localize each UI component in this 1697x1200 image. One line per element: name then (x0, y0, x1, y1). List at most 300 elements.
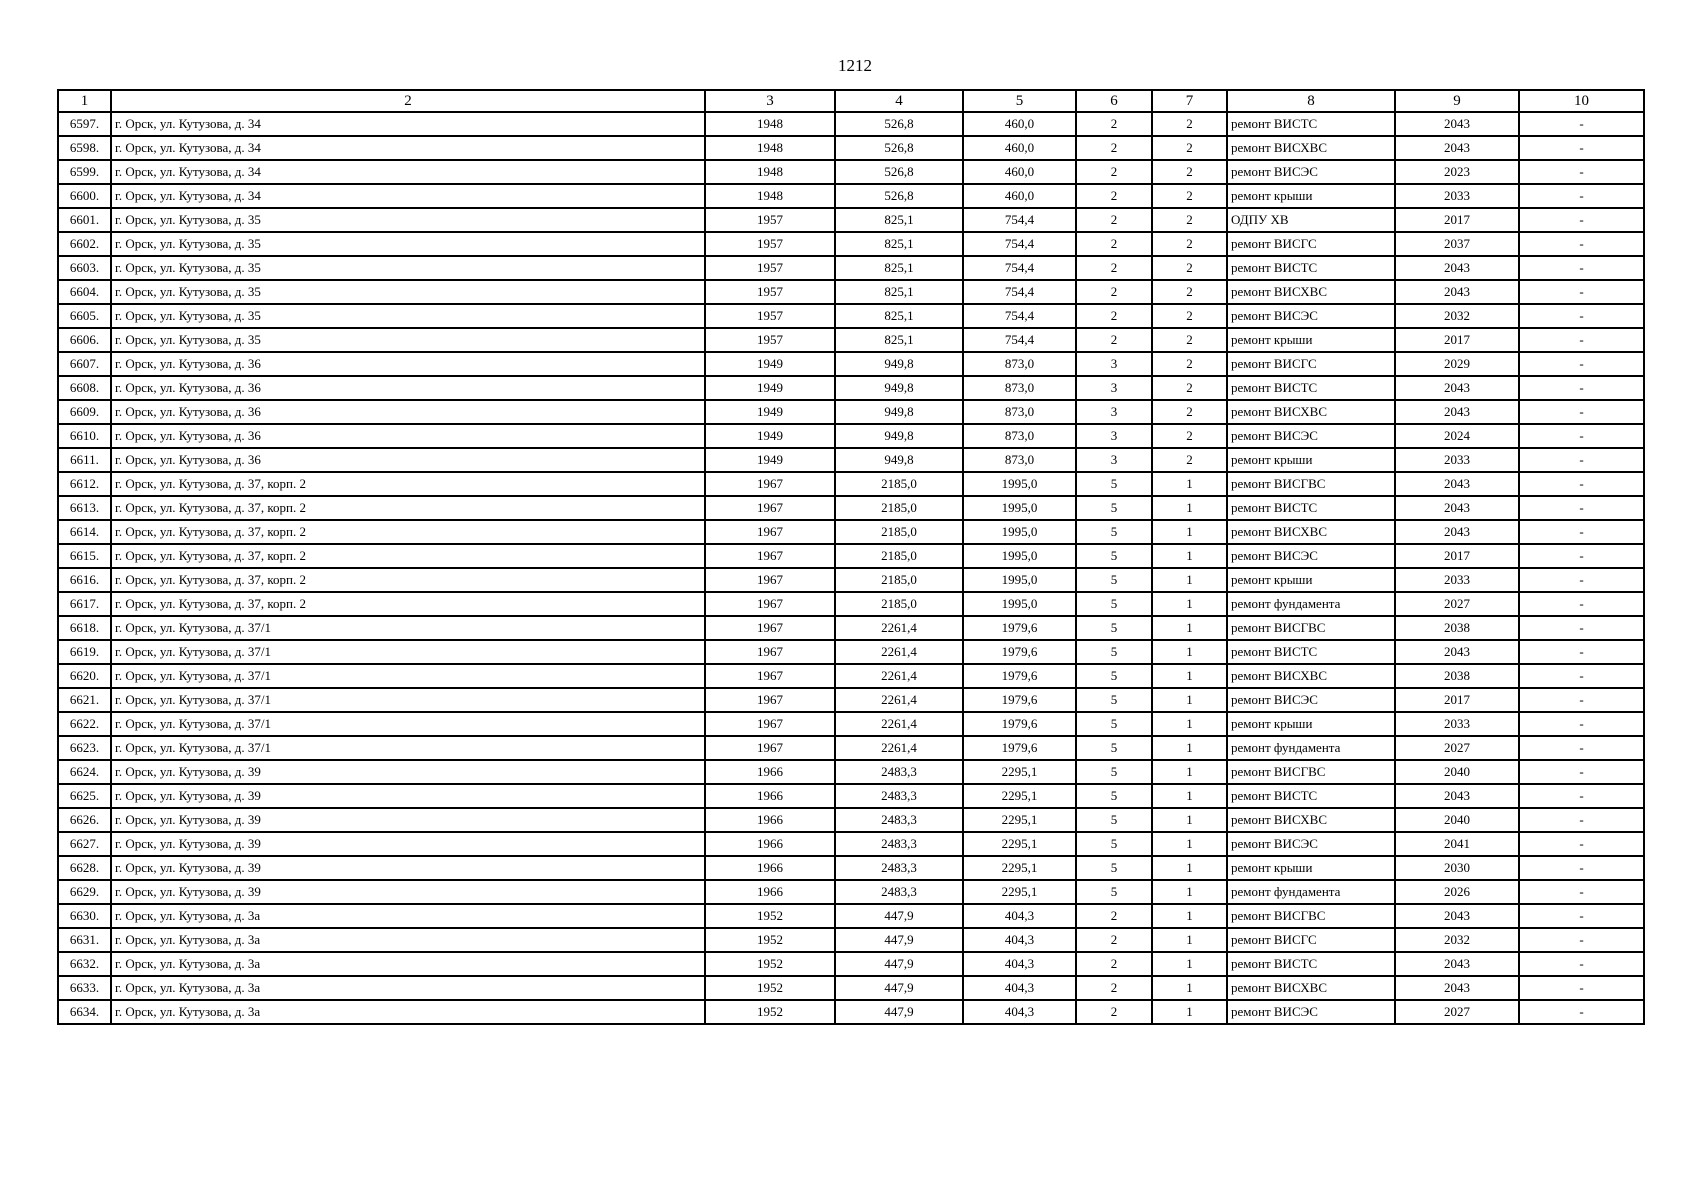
total-area-cell: 825,1 (835, 208, 963, 232)
living-area-cell: 460,0 (963, 160, 1076, 184)
floors-cell: 5 (1076, 544, 1152, 568)
year-built-cell: 1949 (705, 400, 835, 424)
table-row (58, 424, 1644, 448)
year-built-cell: 1967 (705, 688, 835, 712)
row-number-cell: 6597. (58, 112, 111, 136)
floors-cell: 2 (1076, 136, 1152, 160)
entrances-cell: 1 (1152, 976, 1227, 1000)
work-type-cell: ремонт ВИСТС (1227, 640, 1395, 664)
year-built-cell: 1967 (705, 496, 835, 520)
work-type-cell: ремонт ВИСХВС (1227, 136, 1395, 160)
column-header-8: 8 (1227, 90, 1395, 112)
work-type-cell: ремонт ВИСТС (1227, 952, 1395, 976)
planned-year-cell: 2024 (1395, 424, 1519, 448)
year-built-cell: 1949 (705, 448, 835, 472)
planned-year-cell: 2043 (1395, 256, 1519, 280)
row-number-cell: 6600. (58, 184, 111, 208)
table-row (58, 184, 1644, 208)
year-built-cell: 1967 (705, 472, 835, 496)
entrances-cell: 1 (1152, 472, 1227, 496)
floors-cell: 5 (1076, 784, 1152, 808)
note-cell: - (1519, 808, 1644, 832)
floors-cell: 2 (1076, 928, 1152, 952)
row-number-cell: 6599. (58, 160, 111, 184)
row-number-cell: 6621. (58, 688, 111, 712)
work-type-cell: ремонт ВИСХВС (1227, 808, 1395, 832)
table-row (58, 136, 1644, 160)
planned-year-cell: 2043 (1395, 472, 1519, 496)
work-type-cell: ремонт крыши (1227, 448, 1395, 472)
entrances-cell: 1 (1152, 664, 1227, 688)
total-area-cell: 2261,4 (835, 616, 963, 640)
floors-cell: 3 (1076, 424, 1152, 448)
entrances-cell: 1 (1152, 496, 1227, 520)
floors-cell: 5 (1076, 568, 1152, 592)
living-area-cell: 1995,0 (963, 544, 1076, 568)
floors-cell: 5 (1076, 760, 1152, 784)
total-area-cell: 2483,3 (835, 880, 963, 904)
living-area-cell: 873,0 (963, 352, 1076, 376)
row-number-cell: 6603. (58, 256, 111, 280)
column-header-7: 7 (1152, 90, 1227, 112)
page-number: 1212 (838, 56, 872, 75)
address-cell: г. Орск, ул. Кутузова, д. 3а (111, 952, 705, 976)
work-type-cell: ремонт ВИСГС (1227, 928, 1395, 952)
table-row (58, 232, 1644, 256)
total-area-cell: 949,8 (835, 424, 963, 448)
floors-cell: 2 (1076, 256, 1152, 280)
total-area-cell: 447,9 (835, 928, 963, 952)
row-number-cell: 6628. (58, 856, 111, 880)
address-cell: г. Орск, ул. Кутузова, д. 37/1 (111, 640, 705, 664)
total-area-cell: 2483,3 (835, 760, 963, 784)
planned-year-cell: 2041 (1395, 832, 1519, 856)
entrances-cell: 2 (1152, 160, 1227, 184)
entrances-cell: 1 (1152, 616, 1227, 640)
planned-year-cell: 2017 (1395, 688, 1519, 712)
row-number-cell: 6614. (58, 520, 111, 544)
address-cell: г. Орск, ул. Кутузова, д. 37/1 (111, 736, 705, 760)
living-area-cell: 873,0 (963, 448, 1076, 472)
floors-cell: 3 (1076, 352, 1152, 376)
entrances-cell: 2 (1152, 256, 1227, 280)
year-built-cell: 1957 (705, 232, 835, 256)
note-cell: - (1519, 112, 1644, 136)
living-area-cell: 1979,6 (963, 664, 1076, 688)
table-row (58, 280, 1644, 304)
entrances-cell: 1 (1152, 928, 1227, 952)
floors-cell: 5 (1076, 496, 1152, 520)
table-row (58, 808, 1644, 832)
note-cell: - (1519, 304, 1644, 328)
total-area-cell: 2261,4 (835, 736, 963, 760)
year-built-cell: 1957 (705, 256, 835, 280)
address-cell: г. Орск, ул. Кутузова, д. 3а (111, 928, 705, 952)
table-row (58, 688, 1644, 712)
floors-cell: 5 (1076, 808, 1152, 832)
work-type-cell: ремонт крыши (1227, 856, 1395, 880)
entrances-cell: 2 (1152, 136, 1227, 160)
row-number-cell: 6627. (58, 832, 111, 856)
entrances-cell: 2 (1152, 280, 1227, 304)
note-cell: - (1519, 736, 1644, 760)
living-area-cell: 2295,1 (963, 808, 1076, 832)
row-number-cell: 6630. (58, 904, 111, 928)
repair-schedule-table (57, 89, 1645, 1025)
note-cell: - (1519, 160, 1644, 184)
work-type-cell: ремонт фундамента (1227, 592, 1395, 616)
note-cell: - (1519, 328, 1644, 352)
address-cell: г. Орск, ул. Кутузова, д. 39 (111, 832, 705, 856)
note-cell: - (1519, 280, 1644, 304)
work-type-cell: ремонт ВИСЭС (1227, 1000, 1395, 1024)
table-row (58, 952, 1644, 976)
work-type-cell: ремонт ВИСТС (1227, 376, 1395, 400)
planned-year-cell: 2033 (1395, 568, 1519, 592)
year-built-cell: 1967 (705, 592, 835, 616)
table-row (58, 664, 1644, 688)
year-built-cell: 1966 (705, 856, 835, 880)
floors-cell: 3 (1076, 376, 1152, 400)
header-row (58, 90, 1644, 112)
address-cell: г. Орск, ул. Кутузова, д. 34 (111, 136, 705, 160)
table-row (58, 736, 1644, 760)
note-cell: - (1519, 616, 1644, 640)
planned-year-cell: 2043 (1395, 376, 1519, 400)
total-area-cell: 2261,4 (835, 640, 963, 664)
column-header-6: 6 (1076, 90, 1152, 112)
note-cell: - (1519, 976, 1644, 1000)
table-row (58, 160, 1644, 184)
living-area-cell: 404,3 (963, 952, 1076, 976)
year-built-cell: 1967 (705, 520, 835, 544)
work-type-cell: ремонт ВИСТС (1227, 112, 1395, 136)
table-row (58, 304, 1644, 328)
floors-cell: 2 (1076, 904, 1152, 928)
table-row (58, 208, 1644, 232)
planned-year-cell: 2043 (1395, 952, 1519, 976)
planned-year-cell: 2043 (1395, 496, 1519, 520)
floors-cell: 5 (1076, 472, 1152, 496)
year-built-cell: 1957 (705, 304, 835, 328)
floors-cell: 2 (1076, 952, 1152, 976)
work-type-cell: ремонт крыши (1227, 568, 1395, 592)
living-area-cell: 1995,0 (963, 592, 1076, 616)
table-row (58, 352, 1644, 376)
entrances-cell: 1 (1152, 640, 1227, 664)
entrances-cell: 2 (1152, 376, 1227, 400)
note-cell: - (1519, 184, 1644, 208)
row-number-cell: 6605. (58, 304, 111, 328)
note-cell: - (1519, 1000, 1644, 1024)
floors-cell: 2 (1076, 328, 1152, 352)
table-row (58, 400, 1644, 424)
year-built-cell: 1957 (705, 280, 835, 304)
planned-year-cell: 2032 (1395, 304, 1519, 328)
address-cell: г. Орск, ул. Кутузова, д. 3а (111, 904, 705, 928)
year-built-cell: 1952 (705, 928, 835, 952)
entrances-cell: 1 (1152, 904, 1227, 928)
planned-year-cell: 2037 (1395, 232, 1519, 256)
year-built-cell: 1948 (705, 184, 835, 208)
planned-year-cell: 2043 (1395, 112, 1519, 136)
living-area-cell: 404,3 (963, 976, 1076, 1000)
total-area-cell: 526,8 (835, 112, 963, 136)
year-built-cell: 1949 (705, 376, 835, 400)
table-row (58, 568, 1644, 592)
work-type-cell: ремонт фундамента (1227, 736, 1395, 760)
planned-year-cell: 2029 (1395, 352, 1519, 376)
total-area-cell: 825,1 (835, 304, 963, 328)
address-cell: г. Орск, ул. Кутузова, д. 39 (111, 856, 705, 880)
floors-cell: 2 (1076, 976, 1152, 1000)
living-area-cell: 460,0 (963, 184, 1076, 208)
address-cell: г. Орск, ул. Кутузова, д. 34 (111, 184, 705, 208)
table-row (58, 472, 1644, 496)
row-number-cell: 6626. (58, 808, 111, 832)
table-row (58, 616, 1644, 640)
row-number-cell: 6632. (58, 952, 111, 976)
column-header-4: 4 (835, 90, 963, 112)
entrances-cell: 1 (1152, 712, 1227, 736)
total-area-cell: 949,8 (835, 376, 963, 400)
work-type-cell: ремонт ВИСЭС (1227, 304, 1395, 328)
floors-cell: 2 (1076, 112, 1152, 136)
note-cell: - (1519, 352, 1644, 376)
row-number-cell: 6598. (58, 136, 111, 160)
work-type-cell: ремонт фундамента (1227, 880, 1395, 904)
note-cell: - (1519, 640, 1644, 664)
note-cell: - (1519, 880, 1644, 904)
living-area-cell: 754,4 (963, 232, 1076, 256)
floors-cell: 2 (1076, 1000, 1152, 1024)
year-built-cell: 1948 (705, 136, 835, 160)
note-cell: - (1519, 376, 1644, 400)
total-area-cell: 2261,4 (835, 664, 963, 688)
table-row (58, 928, 1644, 952)
entrances-cell: 1 (1152, 760, 1227, 784)
floors-cell: 5 (1076, 832, 1152, 856)
floors-cell: 5 (1076, 880, 1152, 904)
planned-year-cell: 2030 (1395, 856, 1519, 880)
column-header-3: 3 (705, 90, 835, 112)
work-type-cell: ОДПУ ХВ (1227, 208, 1395, 232)
row-number-cell: 6629. (58, 880, 111, 904)
year-built-cell: 1967 (705, 736, 835, 760)
living-area-cell: 1979,6 (963, 688, 1076, 712)
address-cell: г. Орск, ул. Кутузова, д. 37/1 (111, 616, 705, 640)
address-cell: г. Орск, ул. Кутузова, д. 3а (111, 1000, 705, 1024)
table-row (58, 448, 1644, 472)
living-area-cell: 404,3 (963, 1000, 1076, 1024)
year-built-cell: 1948 (705, 160, 835, 184)
note-cell: - (1519, 544, 1644, 568)
column-header-5: 5 (963, 90, 1076, 112)
table-row (58, 976, 1644, 1000)
floors-cell: 2 (1076, 280, 1152, 304)
total-area-cell: 2185,0 (835, 496, 963, 520)
year-built-cell: 1949 (705, 424, 835, 448)
total-area-cell: 2483,3 (835, 808, 963, 832)
table-row (58, 520, 1644, 544)
total-area-cell: 526,8 (835, 136, 963, 160)
address-cell: г. Орск, ул. Кутузова, д. 39 (111, 808, 705, 832)
row-number-cell: 6604. (58, 280, 111, 304)
living-area-cell: 754,4 (963, 256, 1076, 280)
total-area-cell: 447,9 (835, 976, 963, 1000)
planned-year-cell: 2033 (1395, 448, 1519, 472)
total-area-cell: 2185,0 (835, 472, 963, 496)
column-header-9: 9 (1395, 90, 1519, 112)
table-row (58, 496, 1644, 520)
floors-cell: 5 (1076, 520, 1152, 544)
row-number-cell: 6611. (58, 448, 111, 472)
work-type-cell: ремонт ВИСХВС (1227, 280, 1395, 304)
row-number-cell: 6624. (58, 760, 111, 784)
table-row (58, 712, 1644, 736)
living-area-cell: 1995,0 (963, 472, 1076, 496)
planned-year-cell: 2038 (1395, 664, 1519, 688)
year-built-cell: 1949 (705, 352, 835, 376)
table-row (58, 856, 1644, 880)
year-built-cell: 1966 (705, 784, 835, 808)
work-type-cell: ремонт ВИСТС (1227, 496, 1395, 520)
total-area-cell: 2483,3 (835, 832, 963, 856)
work-type-cell: ремонт ВИСГВС (1227, 760, 1395, 784)
year-built-cell: 1966 (705, 880, 835, 904)
total-area-cell: 2185,0 (835, 544, 963, 568)
total-area-cell: 2261,4 (835, 712, 963, 736)
table-row (58, 328, 1644, 352)
planned-year-cell: 2026 (1395, 880, 1519, 904)
table-row (58, 112, 1644, 136)
note-cell: - (1519, 424, 1644, 448)
total-area-cell: 949,8 (835, 400, 963, 424)
work-type-cell: ремонт ВИСГС (1227, 352, 1395, 376)
year-built-cell: 1966 (705, 832, 835, 856)
year-built-cell: 1967 (705, 544, 835, 568)
total-area-cell: 2185,0 (835, 568, 963, 592)
floors-cell: 2 (1076, 160, 1152, 184)
planned-year-cell: 2032 (1395, 928, 1519, 952)
floors-cell: 5 (1076, 640, 1152, 664)
address-cell: г. Орск, ул. Кутузова, д. 37, корп. 2 (111, 496, 705, 520)
address-cell: г. Орск, ул. Кутузова, д. 37, корп. 2 (111, 568, 705, 592)
living-area-cell: 1995,0 (963, 568, 1076, 592)
row-number-cell: 6607. (58, 352, 111, 376)
work-type-cell: ремонт ВИСГВС (1227, 904, 1395, 928)
address-cell: г. Орск, ул. Кутузова, д. 37/1 (111, 688, 705, 712)
planned-year-cell: 2027 (1395, 736, 1519, 760)
table-row (58, 904, 1644, 928)
entrances-cell: 1 (1152, 736, 1227, 760)
year-built-cell: 1966 (705, 760, 835, 784)
living-area-cell: 2295,1 (963, 784, 1076, 808)
total-area-cell: 2483,3 (835, 784, 963, 808)
address-cell: г. Орск, ул. Кутузова, д. 37, корп. 2 (111, 472, 705, 496)
planned-year-cell: 2027 (1395, 592, 1519, 616)
planned-year-cell: 2023 (1395, 160, 1519, 184)
floors-cell: 5 (1076, 664, 1152, 688)
address-cell: г. Орск, ул. Кутузова, д. 37, корп. 2 (111, 520, 705, 544)
floors-cell: 2 (1076, 184, 1152, 208)
living-area-cell: 754,4 (963, 280, 1076, 304)
entrances-cell: 2 (1152, 328, 1227, 352)
total-area-cell: 825,1 (835, 232, 963, 256)
living-area-cell: 873,0 (963, 376, 1076, 400)
living-area-cell: 2295,1 (963, 832, 1076, 856)
row-number-cell: 6633. (58, 976, 111, 1000)
note-cell: - (1519, 472, 1644, 496)
note-cell: - (1519, 856, 1644, 880)
address-cell: г. Орск, ул. Кутузова, д. 34 (111, 112, 705, 136)
row-number-cell: 6631. (58, 928, 111, 952)
address-cell: г. Орск, ул. Кутузова, д. 35 (111, 328, 705, 352)
column-header-10: 10 (1519, 90, 1644, 112)
address-cell: г. Орск, ул. Кутузова, д. 35 (111, 232, 705, 256)
entrances-cell: 1 (1152, 808, 1227, 832)
note-cell: - (1519, 760, 1644, 784)
table-row (58, 640, 1644, 664)
note-cell: - (1519, 568, 1644, 592)
address-cell: г. Орск, ул. Кутузова, д. 35 (111, 304, 705, 328)
total-area-cell: 447,9 (835, 904, 963, 928)
total-area-cell: 2185,0 (835, 520, 963, 544)
work-type-cell: ремонт ВИСЭС (1227, 160, 1395, 184)
planned-year-cell: 2043 (1395, 280, 1519, 304)
living-area-cell: 2295,1 (963, 760, 1076, 784)
planned-year-cell: 2017 (1395, 328, 1519, 352)
total-area-cell: 447,9 (835, 1000, 963, 1024)
planned-year-cell: 2043 (1395, 904, 1519, 928)
note-cell: - (1519, 208, 1644, 232)
work-type-cell: ремонт ВИСТС (1227, 784, 1395, 808)
entrances-cell: 1 (1152, 520, 1227, 544)
work-type-cell: ремонт крыши (1227, 712, 1395, 736)
table-body (58, 112, 1644, 1024)
column-header-2: 2 (111, 90, 705, 112)
living-area-cell: 460,0 (963, 112, 1076, 136)
work-type-cell: ремонт ВИСЭС (1227, 688, 1395, 712)
living-area-cell: 1995,0 (963, 496, 1076, 520)
address-cell: г. Орск, ул. Кутузова, д. 36 (111, 424, 705, 448)
living-area-cell: 1979,6 (963, 640, 1076, 664)
planned-year-cell: 2043 (1395, 520, 1519, 544)
row-number-cell: 6606. (58, 328, 111, 352)
row-number-cell: 6613. (58, 496, 111, 520)
total-area-cell: 526,8 (835, 184, 963, 208)
note-cell: - (1519, 832, 1644, 856)
row-number-cell: 6619. (58, 640, 111, 664)
year-built-cell: 1967 (705, 664, 835, 688)
planned-year-cell: 2033 (1395, 712, 1519, 736)
planned-year-cell: 2043 (1395, 976, 1519, 1000)
address-cell: г. Орск, ул. Кутузова, д. 39 (111, 760, 705, 784)
note-cell: - (1519, 136, 1644, 160)
row-number-cell: 6634. (58, 1000, 111, 1024)
row-number-cell: 6618. (58, 616, 111, 640)
table-row (58, 256, 1644, 280)
table-row (58, 880, 1644, 904)
living-area-cell: 1979,6 (963, 616, 1076, 640)
address-cell: г. Орск, ул. Кутузова, д. 36 (111, 448, 705, 472)
address-cell: г. Орск, ул. Кутузова, д. 35 (111, 256, 705, 280)
floors-cell: 3 (1076, 448, 1152, 472)
table-row (58, 760, 1644, 784)
living-area-cell: 460,0 (963, 136, 1076, 160)
floors-cell: 2 (1076, 208, 1152, 232)
work-type-cell: ремонт ВИСХВС (1227, 400, 1395, 424)
